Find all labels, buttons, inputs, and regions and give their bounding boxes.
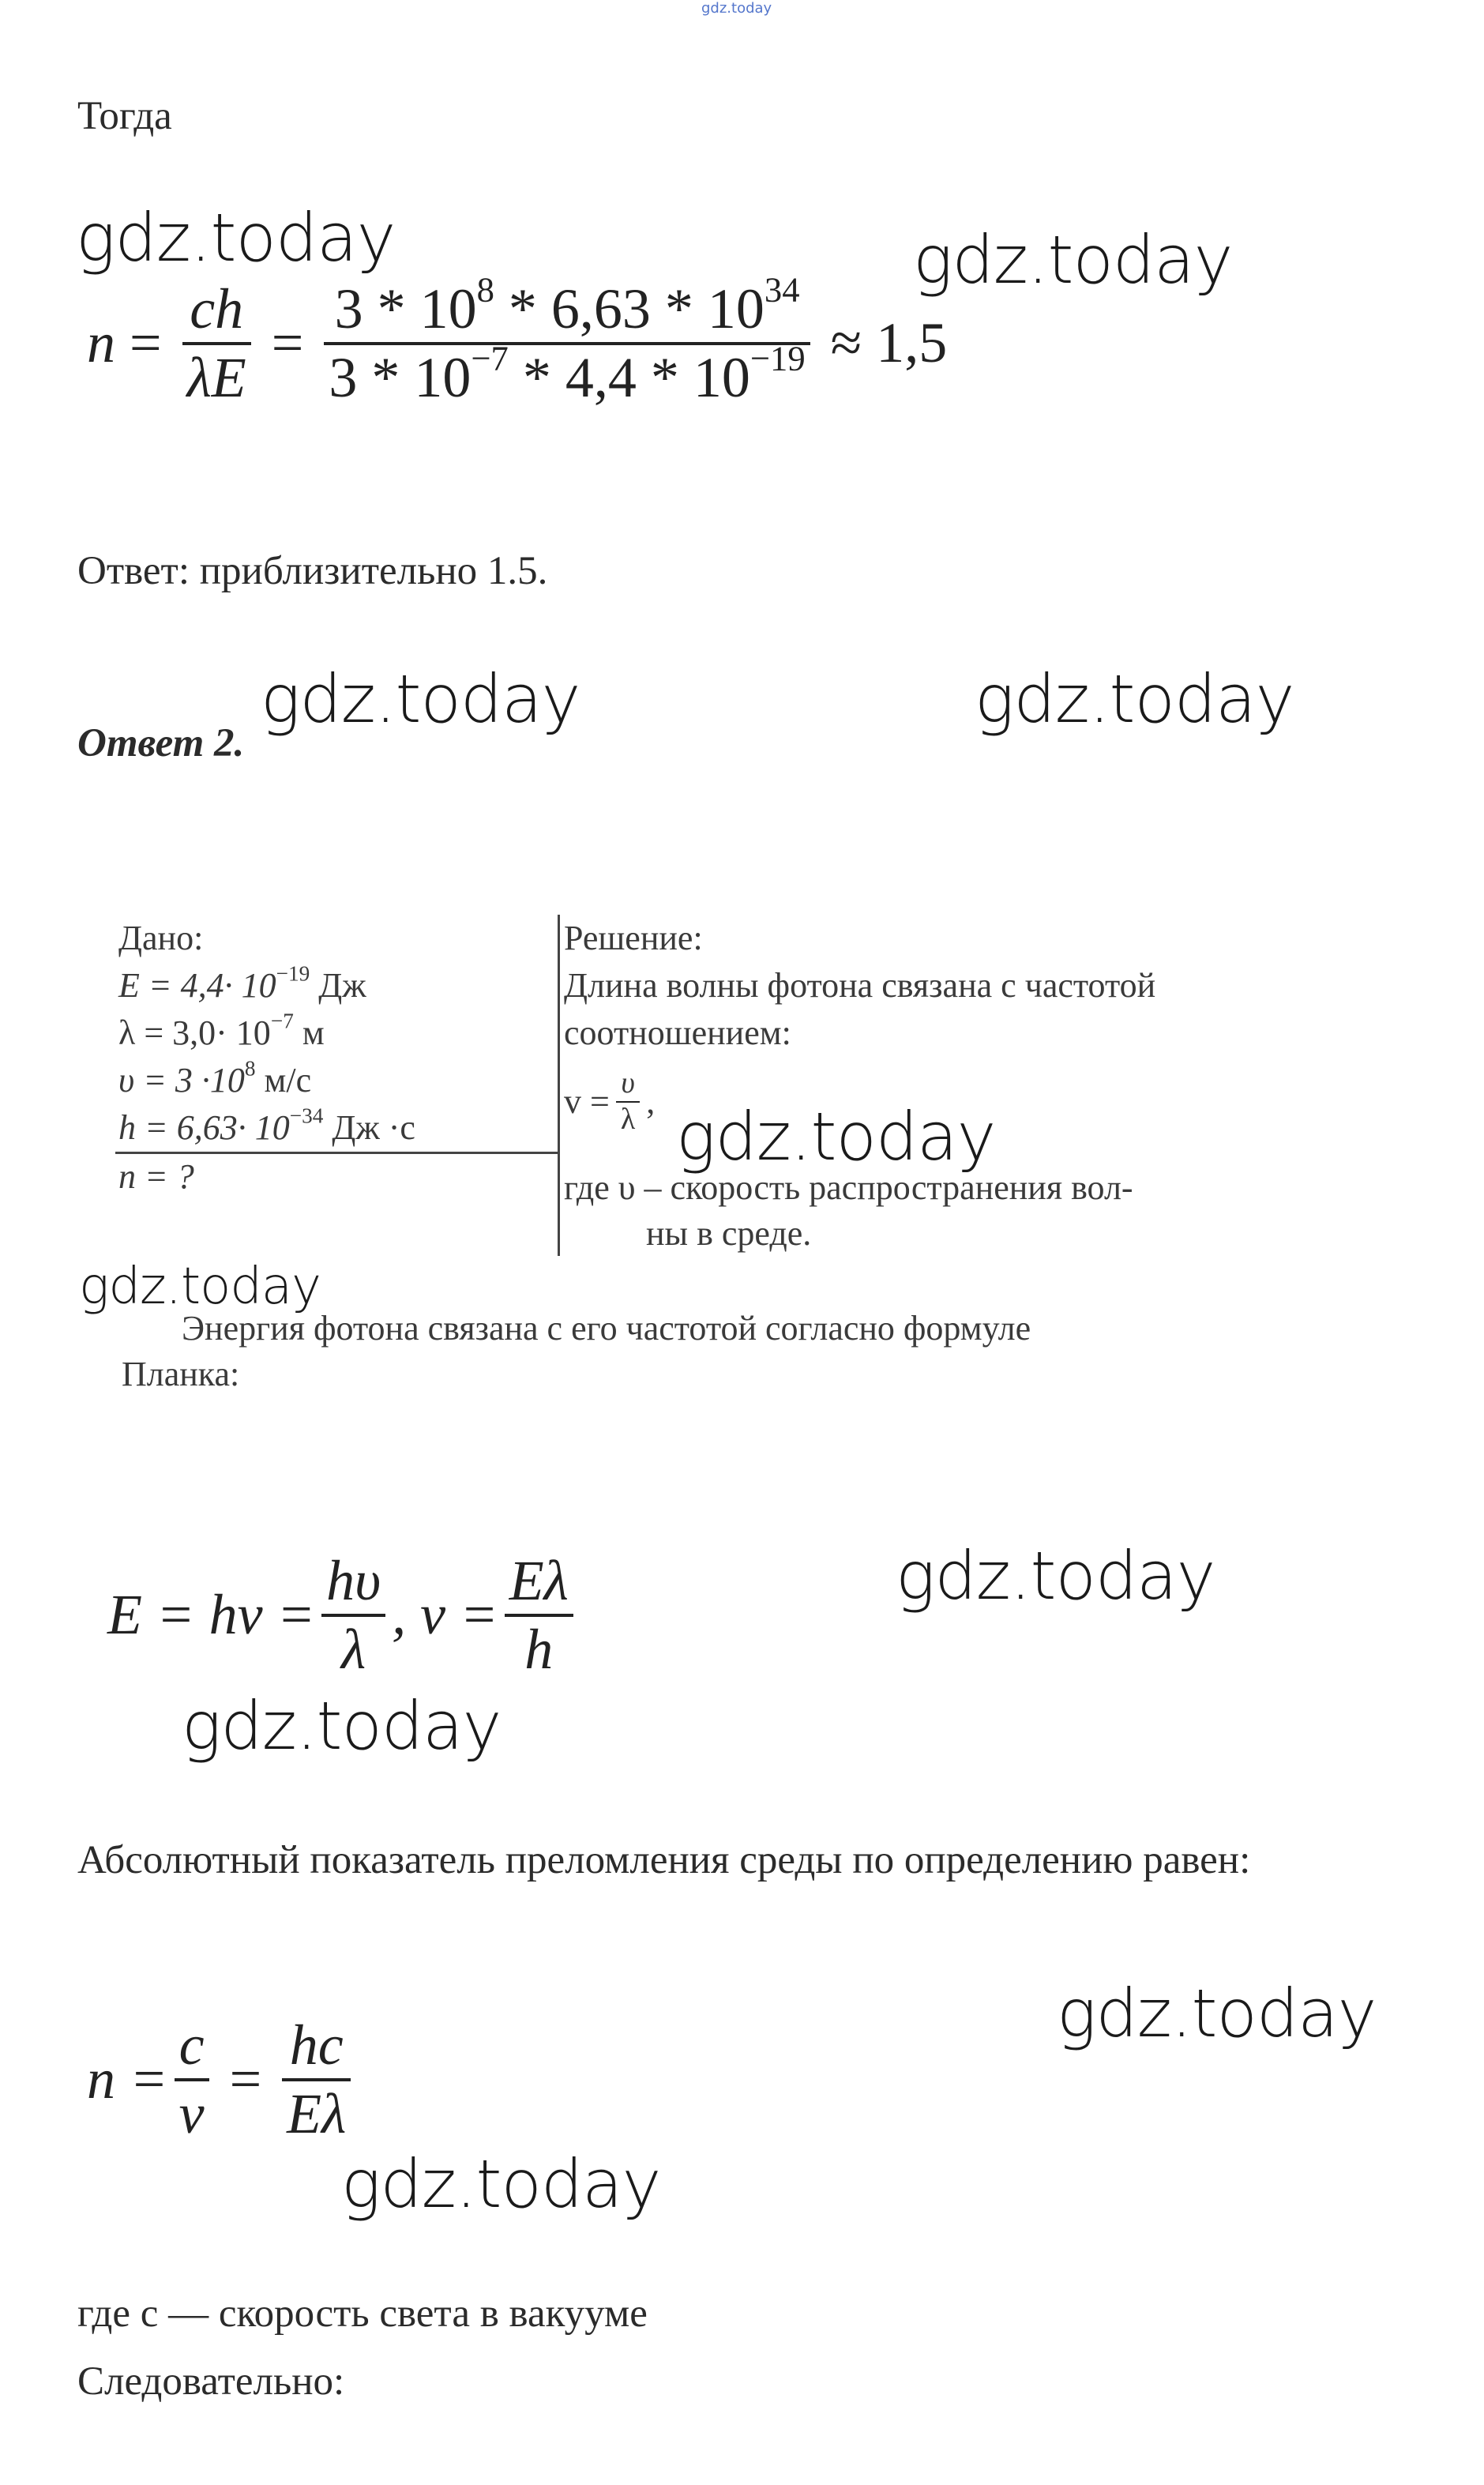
given-planck: $h = 6,63\cdot 10^{-34}$ Дж ·с [118, 1103, 415, 1147]
formula1-numerator: $3 * 10^8 * 6,63 * 10^{34}$ [334, 269, 800, 340]
paragraph-togda: Тогда [77, 94, 172, 138]
formula3-fraction-cv: $\frac{c}{\nu}$ [175, 2013, 209, 2147]
formula1-result: ≈ 1,5 [830, 311, 948, 375]
site-mark: gdz.today [701, 0, 772, 17]
solution-line2: соотношением: [564, 1013, 791, 1052]
formula2-mid: , ν = [392, 1583, 498, 1647]
planck-line2: Планка: [122, 1355, 240, 1393]
solution-title: Решение: [564, 919, 703, 957]
formula-planck [107, 1548, 580, 1682]
watermark: gdz.today [913, 221, 1233, 299]
watermark: gdz.today [896, 1537, 1215, 1615]
formula2-fraction-el: $\frac{E\lambda}{h}$ [505, 1548, 573, 1682]
given-wavelength: $\lambda = 3,0\cdot 10^{-7}$ м [118, 1009, 325, 1052]
formula1-lhs: n [87, 311, 115, 375]
watermark: gdz.today [261, 660, 580, 738]
watermark: gdz.today [341, 2145, 661, 2223]
formula2-lhs: E = hν = [107, 1583, 316, 1647]
paragraph-c-definition: где с — скорость света в вакууме [77, 2291, 648, 2336]
watermark: gdz.today [676, 1098, 996, 1175]
formula1-frac1-num: ch [190, 277, 244, 340]
formula3-fraction-hc: $\frac{hc}{E\lambda}$ [282, 2013, 351, 2147]
find-n: n = ? [118, 1157, 194, 1196]
watermark: gdz.today [182, 1687, 502, 1765]
planck-line1: Энергия фотона связана с его частотой согласно формуле [182, 1309, 1031, 1348]
where-line1: где υ – скорость распространения вол- [564, 1168, 1133, 1207]
watermark: gdz.today [76, 199, 396, 276]
solution-line1: Длина волны фотона связана с частотой [564, 966, 1156, 1005]
given-energy: $E = 4,4\cdot 10^{-19}$ Дж [118, 961, 366, 1005]
answer2-heading: Ответ 2. [77, 721, 245, 765]
v-formula: v = $\frac{\upsilon}{\lambda}$ , [564, 1066, 656, 1136]
formula2-fraction-hv: $\frac{h\upsilon}{\lambda}$ [321, 1548, 385, 1682]
where-line2: ны в среде. [646, 1214, 812, 1253]
paragraph-absolute-index: Абсолютный показатель преломления среды по определению равен: [77, 1838, 1251, 1882]
formula3-lhs: n = [87, 2047, 168, 2111]
watermark: gdz.today [79, 1258, 321, 1316]
formula1-denominator: $3 * 10^{-7} * 4,4 * 10^{-19}$ [329, 338, 806, 409]
watermark: gdz.today [1057, 1975, 1377, 2052]
formula-refraction-index: n = $\frac{c}{\nu}$ = $\frac{hc}{E\lambda}$ [87, 2013, 357, 2147]
given-title: Дано: [118, 919, 204, 957]
formula1-frac1-den: λE [186, 345, 246, 409]
formula-refraction-calc: n = $\frac{ch}{\lambda E}$ = $\frac{3 * 10^8 * 6,63 * 10^{34}}{3 * 10^{-7} * 4,4 * 10^{-19}}$ ≈ 1,5 [87, 269, 948, 409]
paragraph-answer1: Ответ: приблизительно 1.5. [77, 549, 548, 593]
formula1-fraction-ch [182, 276, 251, 411]
formula1-fraction-numeric [324, 269, 810, 411]
paragraph-therefore: Следовательно: [77, 2359, 345, 2404]
watermark: gdz.today [975, 660, 1294, 738]
given-velocity: $\upsilon = 3 \cdot 10^8$ м/с [118, 1056, 312, 1100]
